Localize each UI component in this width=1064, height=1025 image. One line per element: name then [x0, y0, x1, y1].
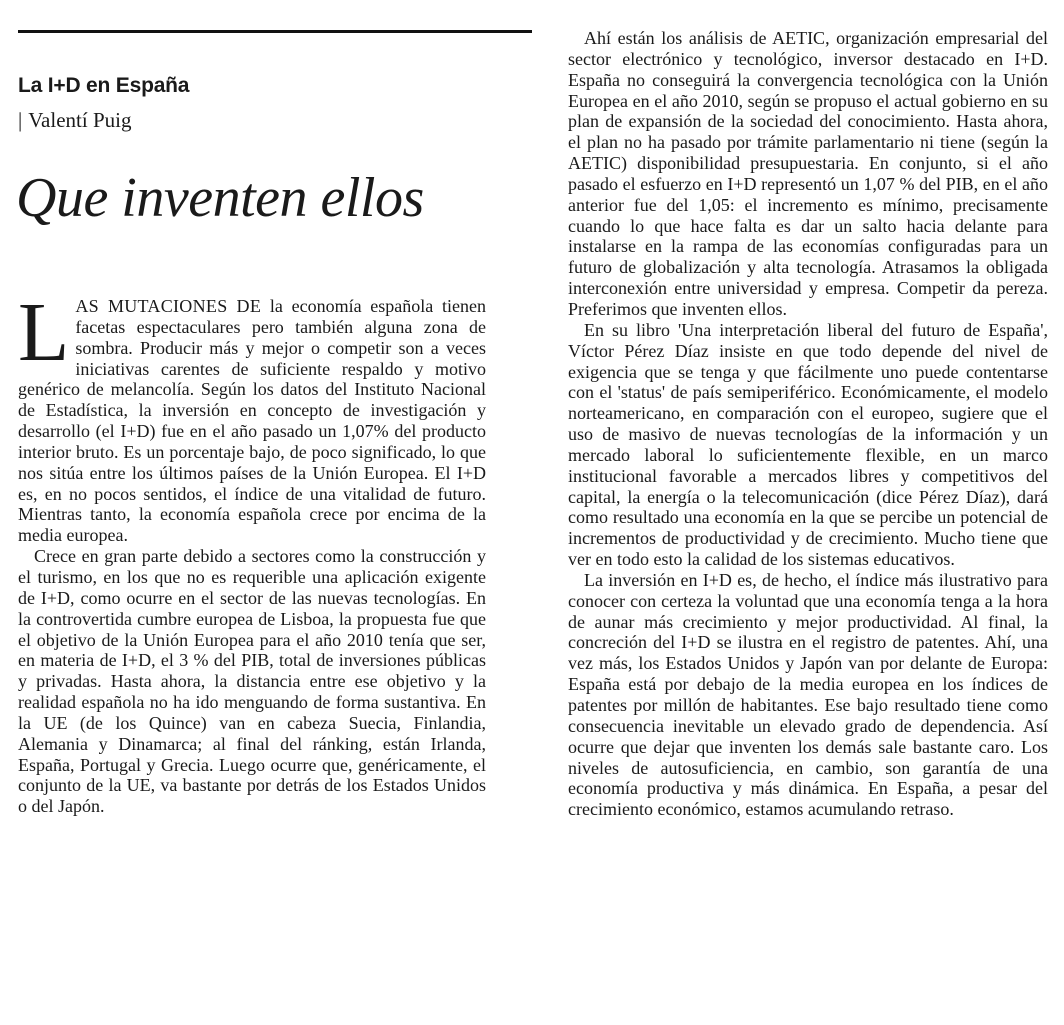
section-title: La I+D en España [18, 74, 190, 97]
paragraph-1 [18, 286, 486, 546]
byline-bar: | [18, 108, 23, 132]
top-rule [18, 30, 532, 33]
article-column-right [568, 28, 1048, 820]
lead-smallcaps: AS MUTACIONES DE [75, 296, 262, 316]
author-name: Valentí Puig [28, 108, 132, 132]
paragraph-2: Crece en gran parte debido a sectores como la construcción y el turismo, en los que no es requerible una aplicación exigente de I+D, como ocurre en el sector de las nuevas tecnologías. En la controvertida cumbre europea de Lisboa, la propuesta fue que el objetivo de la Unión Europea para el año 2010 tenía que ser, en materia de I+D, el 3 % del PIB, total de inversiones públicas y privadas. Hasta ahora, la distancia entre ese objetivo y la realidad española no ha ido menguando de forma sustantiva. En la UE (de los Quince) van en cabeza Suecia, Finlandia, Alemania y Dinamarca; al final del ránking, están Irlanda, España, Portugal y Grecia. Luego ocurre que, genéricamente, el conjunto de la UE, va bastante por detrás de los Estados Unidos o del Japón. [18, 546, 486, 817]
headline: Que inventen ellos [16, 167, 424, 229]
article-column-left [18, 286, 486, 817]
paragraph-4: En su libro 'Una interpretación liberal del futuro de España', Víctor Pérez Díaz insiste en que todo depende del nivel de exigencia que se tenga y que fácilmente uno puede contentarse con el 'status' de país semiperiférico. Económicamente, el modelo norteamericano, en comparación con el europeo, sugiere que el uso de masivo de nuevas tecnologías de la información y un mercado laboral lo suficientemente flexible, en un marco institucional favorable a mercados libres y competitivos del capital, la energía o la telecomunicación (dice Pérez Díaz), dará como resultado una economía en la que se percibe un potencial de incrementos de productividad y de crecimiento. Mucho tiene que ver en todo esto la calidad de los sistemas educativos. [568, 319, 1048, 570]
paragraph-3: Ahí están los análisis de AETIC, organización empresarial del sector electrónico y tecnológico, inversor destacado en I+D. España no conseguirá la convergencia tecnológica con la Unión Europea en el año 2010, según se propuso el actual gobierno en su plan de expansión de la sociedad del conocimiento. Hasta ahora, el plan no ha pasado por trámite parlamentario ni tiene (según la AETIC) disponibilidad presupuestaria. En conjunto, si el año pasado el esfuerzo en I+D representó un 1,07 % del PIB, en el año anterior fue del 1,05: el incremento es mínimo, precisamente cuando lo que hace falta es dar un salto hacia delante para instalarse en la rampa de las economías configuradas para un futuro de globalización y alta tecnología. Atrasamos la obligada interconexión entre universidad y empresa. Competir da pereza. Preferimos que inventen ellos. [568, 28, 1048, 319]
drop-cap: L [18, 286, 70, 379]
paragraph-5: La inversión en I+D es, de hecho, el índice más ilustrativo para conocer con certeza la voluntad que una economía tenga a la hora de aunar más crecimiento y mejor productividad. Al final, la concreción del I+D se ilustra en el registro de patentes. Ahí, una vez más, los Estados Unidos y Japón van por delante de Europa: España está por debajo de la media europea en los índices de patentes por millón de habitantes. Ese bajo resultado tiene como consecuencia inevitable un elevado grado de dependencia. Así ocurre que dejar que inventen los demás sale bastante caro. Los niveles de autosuficiencia, en cambio, son garantía de una economía productiva y más dinámica. En España, a pesar del crecimiento económico, estamos acumulando retraso. [568, 569, 1048, 820]
byline [18, 108, 131, 133]
paragraph-1-text: la economía española tienen facetas espectaculares pero también alguna zona de sombra. Producir más y mejor o competir son a veces iniciativas carentes de suficiente respaldo y motivo genérico de melancolía. Según los datos del Instituto Nacional de Estadística, la inversión en concepto de investigación y desarrollo (el I+D) fue en el año pasado un 1,07% del producto interior bruto. Es un porcentaje bajo, de poco significado, lo que nos sitúa entre los últimos países de la Unión Europea. El I+D es, en no pocos sentidos, el índice de una vitalidad de futuro. Mientras tanto, la economía española crece por encima de la media europea. [18, 296, 486, 546]
